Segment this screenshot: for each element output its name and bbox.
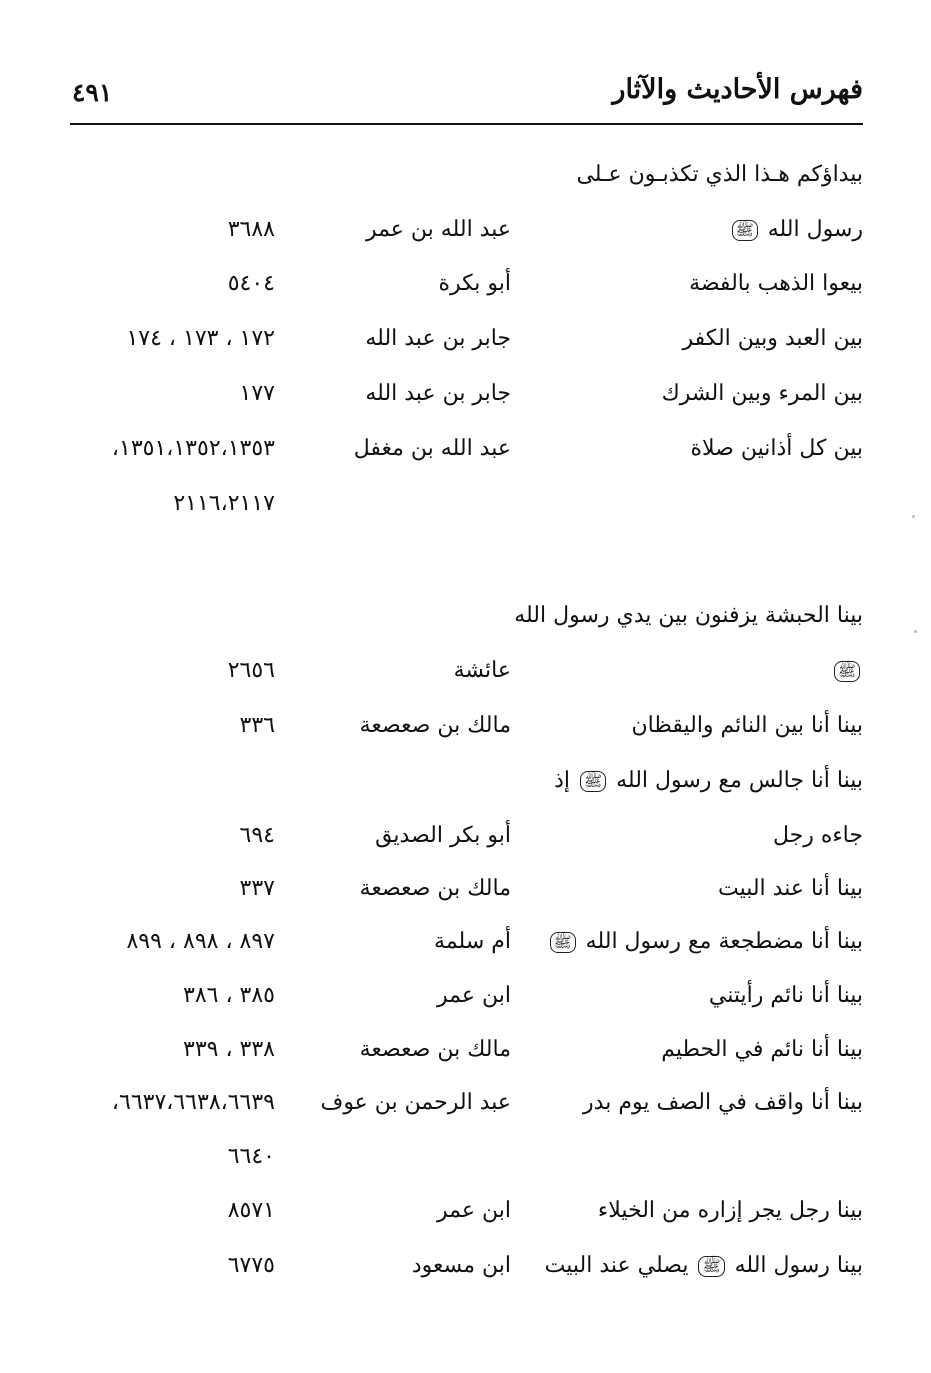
hadith-refs: ٦٧٧٥ (227, 1253, 275, 1278)
index-row (0, 374, 931, 414)
hadith-text: بيعوا الذهب بالفضة (689, 271, 863, 296)
salutation-glyph: ﷺ (698, 1256, 724, 1277)
page-number: ٤٩١ (72, 78, 113, 107)
hadith-refs: ٨٥٧١ (227, 1198, 275, 1223)
index-row (0, 922, 931, 962)
index-row (0, 1191, 931, 1231)
index-row (0, 155, 931, 195)
index-row (0, 1030, 931, 1070)
hadith-text: بين العبد وبين الكفر (682, 326, 863, 351)
hadith-text (831, 651, 863, 691)
index-row (0, 429, 931, 469)
narrator: عبد الرحمن بن عوف (320, 1090, 511, 1115)
hadith-text: بين كل أذانين صلاة (690, 436, 863, 461)
page-title: فهرس الأحاديث والآثار (612, 74, 863, 105)
index-row (0, 706, 931, 746)
hadith-refs: ٦٦٣٧،٦٦٣٨،٦٦٣٩، (111, 1090, 275, 1115)
hadith-refs: ١٣٥١،١٣٥٢،١٣٥٣، (111, 436, 275, 461)
narrator: جابر بن عبد الله (365, 326, 511, 351)
index-row (0, 1246, 931, 1286)
index-row (0, 1083, 931, 1123)
index-row (0, 976, 931, 1016)
scan-speck (912, 515, 915, 518)
narrator: مالك بن صعصعة (359, 1037, 511, 1062)
narrator: ابن عمر (437, 1198, 511, 1223)
hadith-text: بينا أنا نائم رأيتني (708, 983, 863, 1008)
hadith-refs: ٥٤٠٤ (227, 271, 275, 296)
hadith-refs: ٢٦٥٦ (227, 658, 275, 683)
index-row (0, 869, 931, 909)
index-row (0, 1137, 931, 1177)
hadith-text: بينا أنا واقف في الصف يوم بدر (583, 1090, 863, 1115)
index-row (0, 319, 931, 359)
hadith-text: بينا أنا مضطجعة مع رسول الله ﷺ (547, 922, 863, 962)
salutation-glyph: ﷺ (550, 932, 576, 953)
header-rule (70, 123, 863, 125)
hadith-text: بينا رجل يجر إزاره من الخيلاء (597, 1198, 863, 1223)
index-row (0, 761, 931, 801)
index-row (0, 816, 931, 856)
salutation-glyph: ﷺ (732, 220, 758, 241)
narrator: عبد الله بن مغفل (353, 436, 511, 461)
hadith-refs: ٣٦٨٨ (227, 217, 275, 242)
index-row (0, 651, 931, 691)
hadith-refs: ١٧٢ ، ١٧٣ ، ١٧٤ (126, 326, 275, 351)
hadith-text: بينا أنا عند البيت (717, 876, 863, 901)
salutation-glyph: ﷺ (834, 661, 860, 682)
hadith-refs: ٣٣٨ ، ٣٣٩ (183, 1037, 275, 1062)
hadith-text: بينا أنا بين النائم واليقظان (631, 713, 863, 738)
hadith-refs: ٣٣٦ (239, 713, 275, 738)
hadith-text: جاءه رجل (772, 823, 863, 848)
hadith-refs: ١٧٧ (239, 381, 275, 406)
narrator: أبو بكر الصديق (375, 823, 511, 848)
hadith-refs: ٢١١٦،٢١١٧ (173, 491, 275, 516)
narrator: مالك بن صعصعة (359, 713, 511, 738)
narrator: أبو بكرة (438, 271, 511, 296)
hadith-refs: ٣٨٥ ، ٣٨٦ (183, 983, 275, 1008)
hadith-text: بين المرء وبين الشرك (661, 381, 863, 406)
salutation-glyph: ﷺ (580, 771, 606, 792)
hadith-refs: ٣٣٧ (239, 876, 275, 901)
hadith-refs: ٨٩٧ ، ٨٩٨ ، ٨٩٩ (126, 929, 275, 954)
hadith-text: رسول الله ﷺ (729, 210, 863, 250)
scan-speck (914, 630, 917, 633)
narrator: أم سلمة (434, 929, 511, 954)
hadith-refs: ٦٦٤٠ (227, 1144, 275, 1169)
hadith-text: بيداؤكم هـذا الذي تكذبـون عـلى (576, 162, 863, 187)
hadith-text: بينا الحبشة يزفنون بين يدي رسول الله (514, 603, 863, 628)
narrator: جابر بن عبد الله (365, 381, 511, 406)
index-row (0, 264, 931, 304)
hadith-text: بينا رسول الله ﷺ يصلي عند البيت (544, 1253, 863, 1278)
hadith-refs: ٦٩٤ (239, 823, 275, 848)
narrator: ابن عمر (437, 983, 511, 1008)
index-row (0, 484, 931, 524)
index-row (0, 210, 931, 250)
narrator: عائشة (453, 658, 511, 683)
index-row (0, 596, 931, 636)
hadith-text: بينا أنا نائم في الحطيم (661, 1037, 863, 1062)
narrator: عبد الله بن عمر (365, 217, 511, 242)
narrator: مالك بن صعصعة (359, 876, 511, 901)
hadith-text: بينا أنا جالس مع رسول الله ﷺ إذ (554, 768, 863, 793)
narrator: ابن مسعود (411, 1253, 511, 1278)
